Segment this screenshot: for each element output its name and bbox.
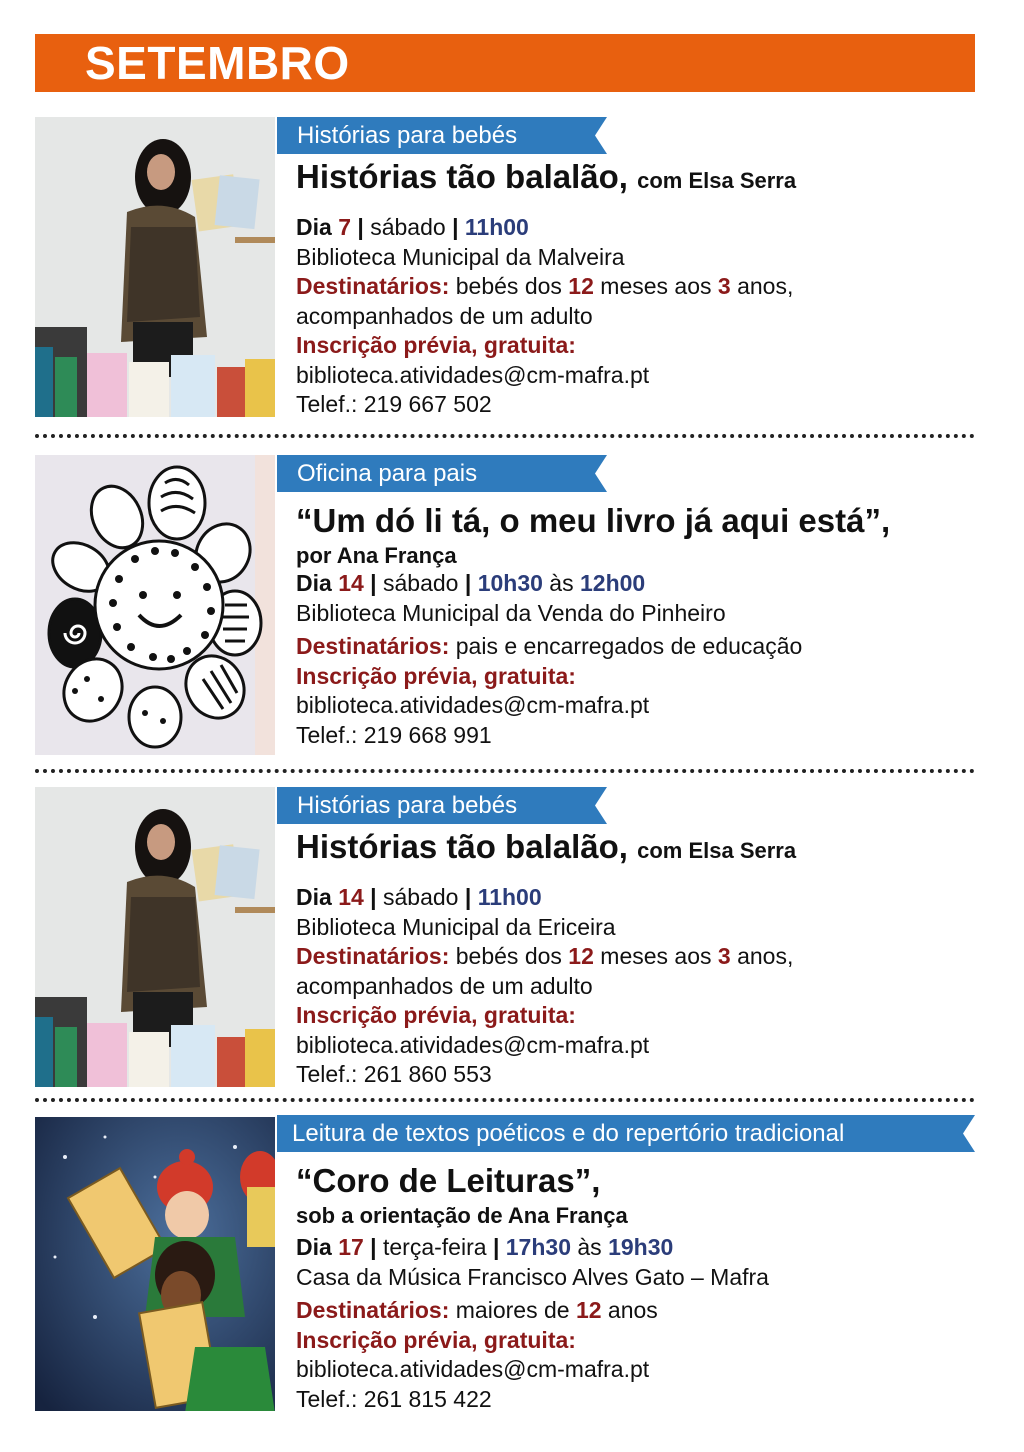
audience-number: 3 (717, 273, 731, 299)
audience-number: 12 (568, 273, 594, 299)
event-day: 7 (338, 214, 351, 240)
month-title: SETEMBRO (85, 37, 350, 89)
event-photo-choir-illustration (35, 1115, 275, 1411)
audience-text: meses aos (593, 943, 718, 969)
event-title (296, 827, 976, 871)
event-time-start: 17h30 (505, 1234, 571, 1260)
audience-text: anos, (730, 273, 794, 299)
registration-email[interactable]: biblioteca.atividades@cm-mafra.pt (296, 1031, 650, 1058)
event-day: 14 (338, 884, 364, 910)
event-card (35, 787, 975, 1092)
event-photo-flower-drawing (35, 455, 275, 755)
flower-drawing (35, 455, 275, 755)
event-venue: Casa da Música Francisco Alves Gato – Mafra (296, 1263, 769, 1290)
event-audience (296, 1296, 976, 1326)
month-header (35, 34, 975, 92)
registration-label: Inscrição prévia, gratuita: (296, 332, 576, 358)
event-details (296, 157, 976, 420)
registration-label: Inscrição prévia, gratuita: (296, 1002, 576, 1028)
event-details (296, 495, 976, 750)
registration-phone: Telef.: 219 668 991 (296, 721, 492, 748)
event-weekday: terça-feira (383, 1234, 487, 1260)
event-audience (296, 632, 976, 662)
event-time-end: 19h30 (608, 1234, 674, 1260)
event-venue: Biblioteca Municipal da Venda do Pinheiro (296, 599, 726, 626)
storyteller-photo (35, 117, 275, 417)
audience-text: anos (601, 1297, 658, 1323)
event-venue: Biblioteca Municipal da Ericeira (296, 913, 616, 940)
audience-text: pais e encarregados de educação (455, 633, 803, 659)
event-venue: Biblioteca Municipal da Malveira (296, 243, 625, 270)
event-host: com Elsa Serra (637, 168, 797, 193)
event-details (296, 827, 976, 1090)
event-host: sob a orientação de Ana França (296, 1203, 628, 1228)
registration-email[interactable]: biblioteca.atividades@cm-mafra.pt (296, 1356, 650, 1382)
audience-number: 12 (575, 1297, 602, 1323)
event-card (35, 117, 975, 422)
registration-phone: Telef.: 261 860 553 (296, 1061, 492, 1087)
registration-email[interactable]: biblioteca.atividades@cm-mafra.pt (296, 692, 650, 718)
audience-number: 3 (717, 943, 731, 969)
event-audience (296, 272, 976, 302)
event-audience-line2: acompanhados de um adulto (296, 972, 593, 999)
event-weekday: sábado (383, 884, 459, 910)
event-title: “Coro de Leituras”, (296, 1162, 601, 1199)
event-title-text: Histórias tão balalão, (296, 158, 628, 195)
event-title: “Um dó li tá, o meu livro já aqui está”, (296, 502, 891, 539)
event-photo-storyteller (35, 117, 275, 417)
time-separator: às (577, 1234, 602, 1260)
event-category: Leitura de textos poéticos e do repertório tradicional (292, 1120, 845, 1147)
section-divider (35, 769, 975, 773)
time-separator: às (549, 570, 574, 596)
day-label: Dia (296, 1234, 332, 1260)
event-day: 14 (338, 570, 364, 596)
event-day: 17 (338, 1234, 364, 1260)
registration-phone: Telef.: 261 815 422 (296, 1385, 492, 1412)
day-label: Dia (296, 214, 332, 240)
audience-text: bebés dos (455, 273, 569, 299)
event-date-time: Dia 14 | sábado | 11h00 (296, 884, 542, 910)
event-time: 11h00 (464, 214, 529, 240)
section-divider (35, 1098, 975, 1102)
event-audience (296, 942, 976, 972)
event-time: 11h00 (477, 884, 542, 910)
event-card (35, 455, 975, 760)
event-weekday: sábado (370, 214, 446, 240)
audience-text: anos, (730, 943, 794, 969)
event-title-text: Histórias tão balalão, (296, 828, 628, 865)
event-host: por Ana França (296, 543, 457, 568)
event-details (296, 1155, 976, 1414)
event-category: Histórias para bebés (297, 122, 518, 149)
event-category-ribbon (277, 1115, 974, 1152)
event-photo-storyteller (35, 787, 275, 1087)
registration-label: Inscrição prévia, gratuita: (296, 662, 576, 689)
registration-label: Inscrição prévia, gratuita: (296, 1326, 576, 1353)
choir-illustration (35, 1115, 275, 1411)
event-title (296, 157, 976, 201)
event-date-time: Dia 17 | terça-feira | 17h30 às 19h30 (296, 1234, 674, 1260)
audience-label: Destinatários: (296, 633, 450, 659)
event-time-start: 10h30 (477, 570, 543, 596)
audience-text: maiores de (455, 1297, 576, 1323)
registration-email[interactable]: biblioteca.atividades@cm-mafra.pt (296, 361, 650, 388)
event-date-time: Dia 7 | sábado | 11h00 (296, 214, 529, 240)
event-host: com Elsa Serra (637, 838, 797, 863)
day-label: Dia (296, 884, 332, 910)
event-audience-line2: acompanhados de um adulto (296, 302, 593, 329)
event-date-time: Dia 14 | sábado | 10h30 às 12h00 (296, 570, 646, 596)
event-category: Histórias para bebés (297, 792, 518, 819)
registration-phone: Telef.: 219 667 502 (296, 391, 492, 417)
section-divider (35, 434, 975, 438)
event-card (35, 1115, 975, 1415)
storyteller-photo (35, 787, 275, 1087)
event-category: Oficina para pais (297, 460, 478, 487)
audience-text: meses aos (593, 273, 718, 299)
audience-text: bebés dos (455, 943, 569, 969)
audience-label: Destinatários: (296, 1297, 450, 1323)
audience-number: 12 (568, 943, 594, 969)
audience-label: Destinatários: (296, 943, 450, 969)
event-weekday: sábado (383, 570, 459, 596)
event-category-ribbon (277, 787, 617, 824)
event-category-ribbon (277, 117, 617, 154)
day-label: Dia (296, 570, 332, 596)
event-category-ribbon (277, 455, 617, 492)
event-time-end: 12h00 (579, 570, 646, 596)
audience-label: Destinatários: (296, 273, 450, 299)
